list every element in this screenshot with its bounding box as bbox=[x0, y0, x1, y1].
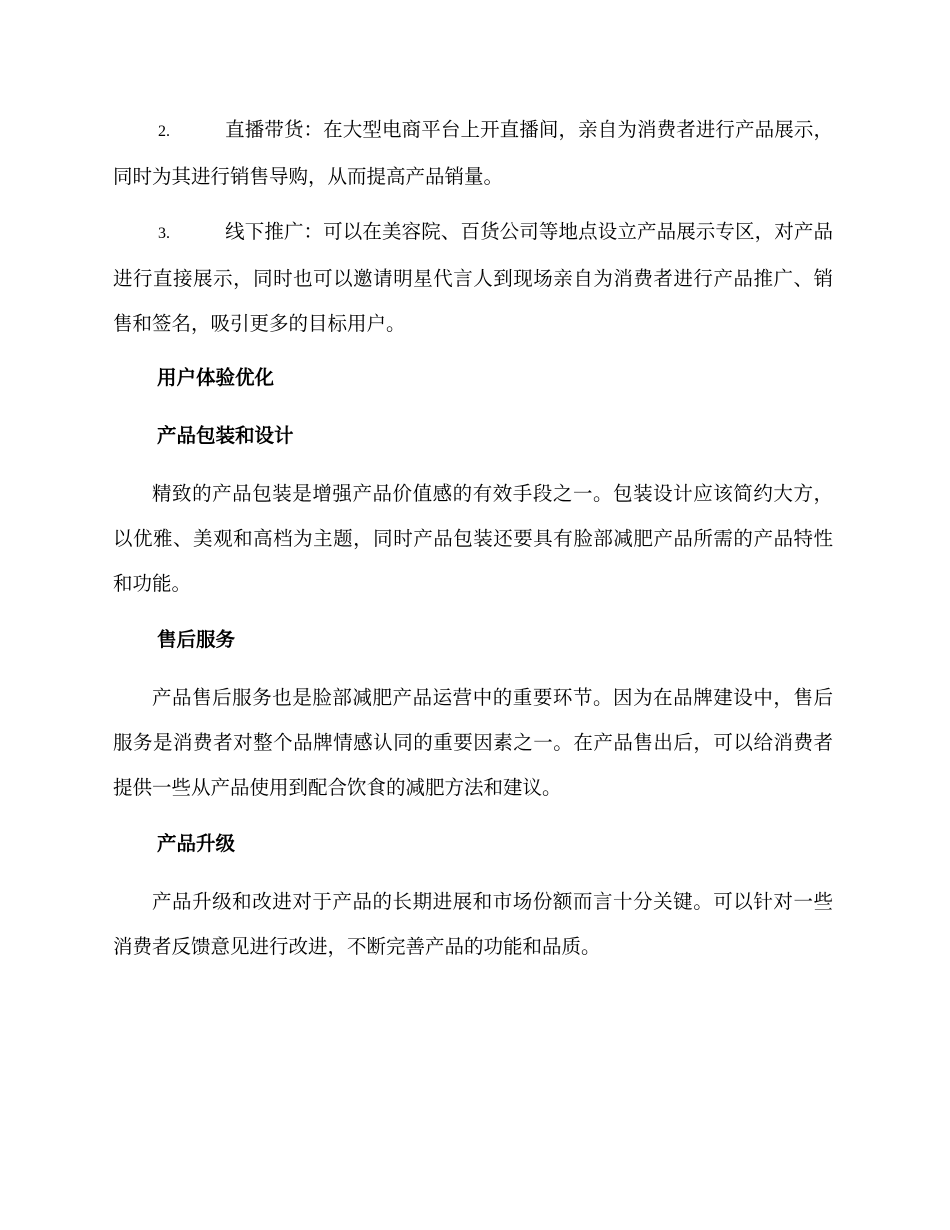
list-item-text: 直播带货：在大型电商平台上开直播间，亲自为消费者进行产品展示，同时为其进行销售导购，从而提高产品销量。 bbox=[113, 118, 833, 188]
heading-after-sales: 售后服务 bbox=[157, 628, 236, 651]
list-number: 2. bbox=[158, 123, 170, 140]
list-item-offline-promotion bbox=[113, 209, 833, 346]
heading-product-upgrade: 产品升级 bbox=[157, 832, 236, 855]
list-item-live-streaming bbox=[113, 107, 833, 199]
list-number: 3. bbox=[158, 225, 170, 242]
paragraph-product-upgrade: 产品升级和改进对于产品的长期进展和市场份额而言十分关键。可以针对一些消费者反馈意见进行改进，不断完善产品的功能和品质。 bbox=[113, 890, 833, 958]
list-item-text: 线下推广：可以在美容院、百货公司等地点设立产品展示专区，对产品进行直接展示，同时也可以邀请明星代言人到现场亲自为消费者进行产品推广、销售和签名，吸引更多的目标用户。 bbox=[113, 220, 833, 335]
heading-user-experience: 用户体验优化 bbox=[157, 366, 275, 389]
heading-packaging-design: 产品包装和设计 bbox=[157, 424, 294, 447]
paragraph-after-sales: 产品售后服务也是脸部减肥产品运营中的重要环节。因为在品牌建设中，售后服务是消费者对整个品牌情感认同的重要因素之一。在产品售出后，可以给消费者提供一些从产品使用到配合饮食的减肥方法和建议。 bbox=[113, 686, 833, 799]
paragraph-packaging: 精致的产品包装是增强产品价值感的有效手段之一。包装设计应该简约大方，以优雅、美观和高档为主题，同时产品包装还要具有脸部减肥产品所需的产品特性和功能。 bbox=[113, 482, 833, 595]
